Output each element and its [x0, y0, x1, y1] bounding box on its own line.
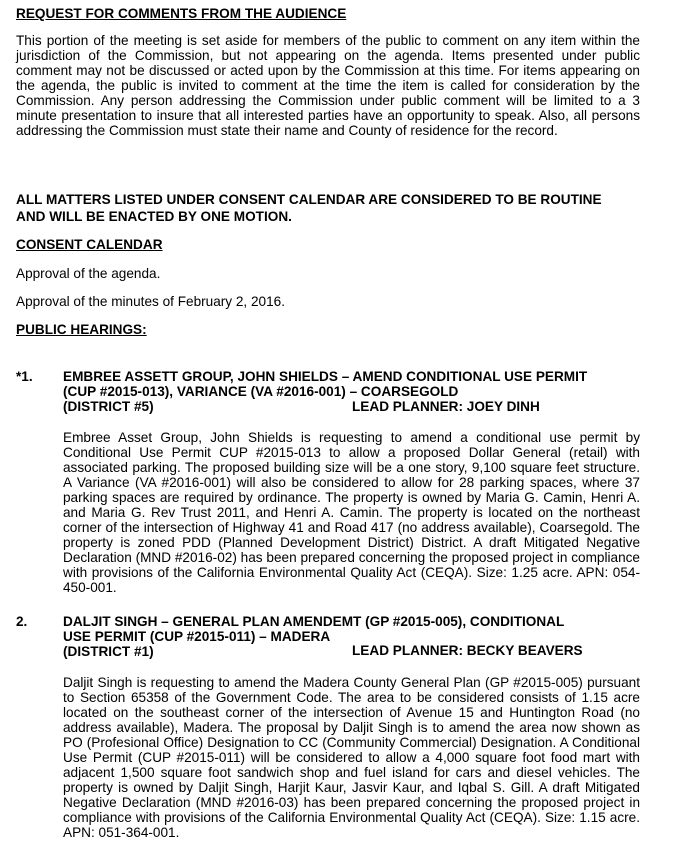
audience-comments-body: This portion of the meeting is set aside for members of the public to comment on any item within the jurisdiction of the Commission, but not appearing on the agenda. Items presented under public comment may not be discussed or acted upon by the Commission at this time. For items appearing on the agenda, the public is invited to comment at the time the item is called for consideration by the Commission. Any person addressing the Commission under public comment will be limited to a 3 minute presentation to insure that all interested parties have an opportunity to speak. Also, all persons addressing the Commission must state their name and County of residence for the record.	[16, 33, 640, 138]
hearing-item-description: Embree Asset Group, John Shields is requesting to amend a conditional use permit by Conditional Use Permit CUP #2015-013 to allow a proposed Dollar General (retail) with associated parking. The proposed building size will be a one story, 9,100 square feet structure. A Variance (VA #2016-001) will also be considered to allow for 28 parking spaces, where 37 parking spaces are required by ordinance. The property is owned by Maria G. Camin, Henri A. and Maria G. Rev Trust 2011, and Henri A. Camin. The property is located on the northeast corner of the intersection of Highway 41 and Road 417 (no address available), Coarsegold. The property is zoned PDD (Planned Development District) District. A draft Mitigated Negative Declaration (MND #2016-02) has been prepared concerning the proposed project in compliance with provisions of the California Environmental Quality Act (CEQA). Size: 1.25 acre. APN: 054-450-001.	[63, 430, 640, 595]
hearing-item-description: Daljit Singh is requesting to amend the Madera County General Plan (GP #2015-005) pursuant to Section 65358 of the Government Code. The area to be considered consists of 1.15 acre located on the southeast corner of the intersection of Avenue 15 and Huntington Road (no address available), Madera. The proposal by Daljit Singh is to amend the area now shown as PO (Profesional Office) Designation to CC (Community Commercial) Designation. A Conditional Use Permit (CUP #2015-011) will be considered to allow a 4,000 square foot food mart with adjacent 1,500 square foot sandwich shop and fuel island for cars and diesel vehicles. The property is owned by Daljit Singh, Harjit Kaur, Jasvir Kaur, and Iqbal S. Gill. A draft Mitigated Negative Declaration (MND #2016-03) has been prepared concerning the proposed project in compliance with provisions of the California Environmental Quality Act (CEQA). Size: 1.15 acre. APN: 051-364-001.	[63, 675, 640, 840]
audience-comments-heading: REQUEST FOR COMMENTS FROM THE AUDIENCE	[16, 6, 347, 21]
title-line: EMBREE ASSETT GROUP, JOHN SHIELDS – AMEND CONDITIONAL USE PERMIT	[63, 369, 588, 384]
consent-notice: ALL MATTERS LISTED UNDER CONSENT CALENDAR ARE CONSIDERED TO BE ROUTINE AND WILL BE ENACTED BY ONE MOTION.	[16, 192, 602, 224]
title-line: DALJIT SINGH – GENERAL PLAN AMENDEMT (GP #2015-005), CONDITIONAL	[63, 614, 565, 629]
consent-item-agenda: Approval of the agenda.	[16, 266, 161, 281]
public-hearings-heading: PUBLIC HEARINGS:	[16, 322, 147, 337]
title-line: (CUP #2015-013), VARIANCE (VA #2016-001) – COARSEGOLD	[63, 384, 459, 399]
consent-item-minutes: Approval of the minutes of February 2, 2016.	[16, 294, 286, 309]
title-line: (DISTRICT #5)	[63, 399, 154, 414]
title-line: USE PERMIT (CUP #2015-011) – MADERA	[63, 629, 331, 644]
consent-calendar-heading: CONSENT CALENDAR	[16, 237, 163, 252]
lead-planner: LEAD PLANNER: JOEY DINH	[352, 399, 540, 414]
title-line: (DISTRICT #1)	[63, 644, 154, 659]
hearing-item-number: *1.	[16, 369, 33, 384]
lead-planner: LEAD PLANNER: BECKY BEAVERS	[352, 643, 583, 658]
hearing-item-number: 2.	[16, 614, 28, 629]
